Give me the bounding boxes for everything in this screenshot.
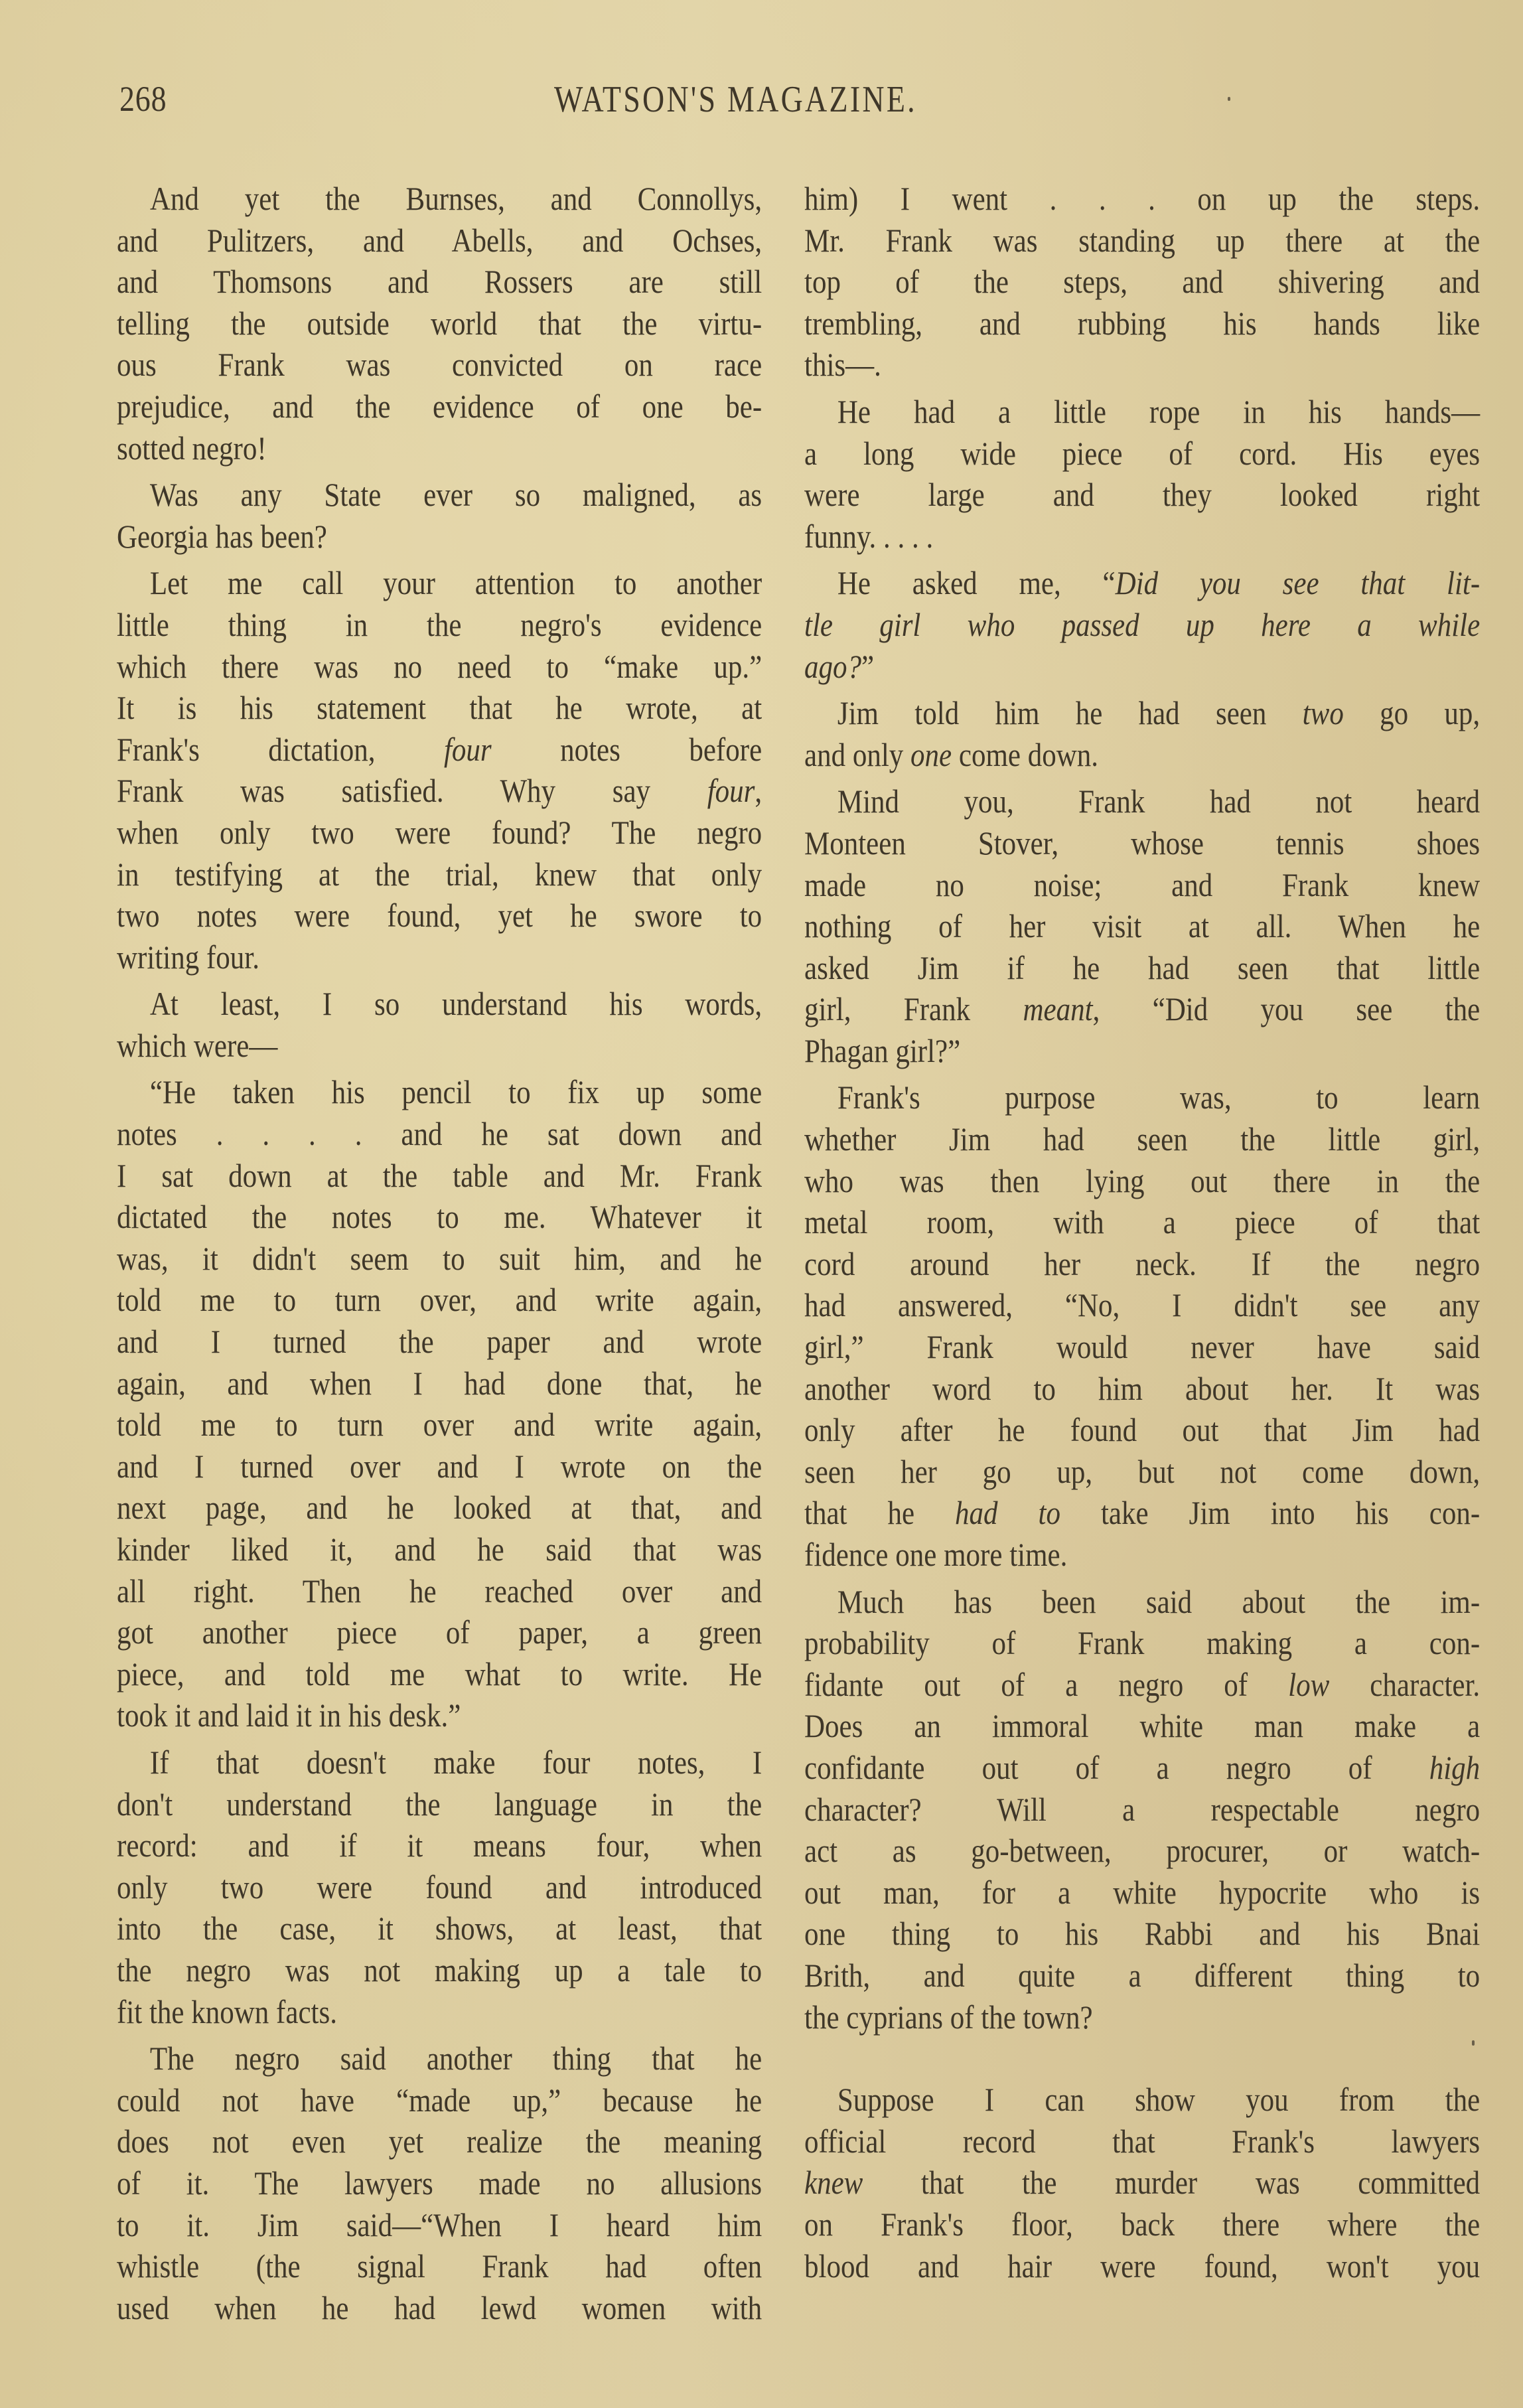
paragraph <box>804 1581 1480 2038</box>
text-line: Was any State ever so maligned, as <box>149 476 762 514</box>
text-line: “He taken his pencil to fix up some <box>149 1073 762 1111</box>
text-line: Mr. Frank was standing up there at the <box>804 221 1481 259</box>
text-line: Does an immoral white man make a <box>804 1707 1481 1745</box>
text-line: was, it didn't seem to suit him, and he <box>117 1239 762 1277</box>
text-line: all right. Then he reached over and <box>117 1572 762 1610</box>
page-number: 268 <box>119 79 167 119</box>
text-line: out man, for a white hypocrite who is <box>804 1873 1481 1911</box>
text-line: next page, and he looked at that, and <box>117 1489 762 1527</box>
text-line: Suppose I can show you from the <box>837 2081 1481 2119</box>
text-line: Mind you, Frank had not heard <box>837 783 1481 820</box>
text-line: fidence one more time. <box>804 1536 1068 1573</box>
text-line: only after he found out that Jim had <box>804 1411 1481 1449</box>
text-line: that he had to take Jim into his con- <box>804 1494 1481 1532</box>
paragraph <box>117 1742 762 2032</box>
text-line: He asked me, “Did you see that lit- <box>837 564 1481 602</box>
text-line: top of the steps, and shivering and <box>804 263 1481 301</box>
paragraph <box>117 2038 762 2328</box>
text-line: seen her go up, but not come down, <box>804 1452 1481 1490</box>
paragraph <box>117 1071 762 1736</box>
text-line: took it and laid it in his desk.” <box>117 1696 461 1734</box>
text-line: Monteen Stover, whose tennis shoes <box>804 824 1481 862</box>
section-break <box>804 2038 1480 2079</box>
text-line: probability of Frank making a con- <box>804 1624 1481 1662</box>
text-line: little thing in the negro's evidence <box>117 605 762 643</box>
text-line: It is his statement that he wrote, at <box>117 689 762 727</box>
paragraph <box>804 692 1480 775</box>
magazine-title: WATSON'S MAGAZINE. <box>554 79 917 120</box>
text-line: and Pulitzers, and Abells, and Ochses, <box>117 221 762 259</box>
text-line: who was then lying out there in the <box>804 1162 1481 1199</box>
text-line: whether Jim had seen the little girl, <box>804 1120 1481 1158</box>
text-line: this—. <box>804 346 881 384</box>
paragraph <box>804 562 1480 687</box>
text-line: telling the outside world that the virtu- <box>117 304 762 342</box>
text-line: I sat down at the table and Mr. Frank <box>117 1156 762 1194</box>
text-line: knew that the murder was committed <box>804 2164 1481 2202</box>
text-line: writing four. <box>117 938 259 976</box>
text-line: metal room, with a piece of that <box>804 1203 1481 1241</box>
text-line: tle girl who passed up here a while <box>804 605 1481 643</box>
paragraph <box>117 562 762 978</box>
text-line: of it. The lawyers made no allusions <box>117 2164 762 2202</box>
paragraph <box>117 178 762 469</box>
text-line: Let me call your attention to another <box>149 564 762 602</box>
text-line: trembling, and rubbing his hands like <box>804 304 1481 342</box>
text-line: and only one come down. <box>804 735 1099 773</box>
text-line: character? Will a respectable negro <box>804 1790 1481 1828</box>
text-line: ous Frank was convicted on race <box>117 346 762 384</box>
text-line: Frank's dictation, four notes before <box>117 730 762 768</box>
text-line: had answered, “No, I didn't see any <box>804 1286 1481 1324</box>
text-line: record: and if it means four, when <box>117 1827 762 1864</box>
text-line: nothing of her visit at all. When he <box>804 907 1481 945</box>
paragraph <box>804 1077 1480 1575</box>
text-line: girl, Frank meant, “Did you see the <box>804 990 1481 1028</box>
text-line: which were— <box>117 1026 278 1064</box>
text-line: the cyprians of the town? <box>804 1998 1093 2036</box>
text-line: blood and hair were found, won't you <box>804 2247 1481 2285</box>
text-line: him) I went . . . on up the steps. <box>804 180 1481 217</box>
text-line: a long wide piece of cord. His eyes <box>804 434 1481 472</box>
text-line: to it. Jim said—“When I heard him <box>117 2206 762 2243</box>
text-line: Brith, and quite a different thing to <box>804 1956 1481 1994</box>
page-header <box>119 78 1414 125</box>
text-line: when only two were found? The negro <box>117 813 762 851</box>
text-line: does not even yet realize the meaning <box>117 2123 762 2160</box>
text-line: fit the known facts. <box>117 1993 337 2030</box>
left-column <box>117 178 762 2328</box>
text-line: into the case, it shows, at least, that <box>117 1910 762 1947</box>
paragraph <box>804 781 1480 1071</box>
text-line: kinder liked it, and he said that was <box>117 1531 762 1568</box>
text-line: prejudice, and the evidence of one be- <box>117 387 762 425</box>
print-speck <box>1472 2040 1475 2046</box>
text-line: in testifying at the trial, knew that only <box>117 855 762 893</box>
text-line: girl,” Frank would never have said <box>804 1328 1481 1366</box>
text-line: on Frank's floor, back there where the <box>804 2205 1481 2243</box>
text-line: another word to him about her. It was <box>804 1369 1481 1407</box>
text-line: asked Jim if he had seen that little <box>804 948 1481 986</box>
text-line: two notes were found, yet he swore to <box>117 897 762 935</box>
text-line: don't understand the language in the <box>117 1785 762 1823</box>
paragraph <box>804 2079 1480 2287</box>
text-line: only two were found and introduced <box>117 1868 762 1906</box>
text-line: and I turned over and I wrote on the <box>117 1447 762 1485</box>
text-line: official record that Frank's lawyers <box>804 2122 1481 2160</box>
print-speck <box>1228 97 1230 101</box>
paragraph <box>804 178 1480 386</box>
text-line: funny. . . . . <box>804 517 934 555</box>
text-line: were large and they looked right <box>804 476 1481 514</box>
text-line: act as go-between, procurer, or watch- <box>804 1832 1481 1870</box>
text-line: notes . . . . and he sat down and <box>117 1115 762 1153</box>
text-line: could not have “made up,” because he <box>117 2081 762 2119</box>
text-line: Frank's purpose was, to learn <box>837 1079 1481 1116</box>
text-line: whistle (the signal Frank had often <box>117 2247 762 2285</box>
text-line: got another piece of paper, a green <box>117 1614 762 1651</box>
text-line: fidante out of a negro of low character. <box>804 1665 1481 1703</box>
text-line: used when he had lewd women with <box>117 2289 762 2326</box>
text-line: piece, and told me what to write. He <box>117 1655 762 1693</box>
paragraph <box>804 391 1480 557</box>
text-line: Jim told him he had seen two go up, <box>837 694 1481 732</box>
text-line: which there was no need to “make up.” <box>117 647 762 685</box>
text-line: And yet the Burnses, and Connollys, <box>149 180 762 217</box>
text-line: told me to turn over, and write again, <box>117 1281 762 1319</box>
text-line: one thing to his Rabbi and his Bnai <box>804 1915 1481 1953</box>
right-column <box>804 178 1480 2287</box>
text-line: If that doesn't make four notes, I <box>149 1743 762 1781</box>
text-line: told me to turn over and write again, <box>117 1406 762 1444</box>
text-line: cord around her neck. If the negro <box>804 1244 1481 1282</box>
text-line: ago?” <box>804 647 875 685</box>
text-line: He had a little rope in his hands— <box>837 392 1481 430</box>
text-line: Georgia has been? <box>117 517 327 555</box>
text-line: The negro said another thing that he <box>149 2040 762 2077</box>
text-line: made no noise; and Frank knew <box>804 865 1481 903</box>
text-line: At least, I so understand his words, <box>149 985 762 1023</box>
text-line: Much has been said about the im- <box>837 1582 1481 1620</box>
text-line: Frank was satisfied. Why say four, <box>117 772 762 810</box>
text-line: and I turned the paper and wrote <box>117 1323 762 1361</box>
text-line: dictated the notes to me. Whatever it <box>117 1198 762 1236</box>
text-line: again, and when I had done that, he <box>117 1364 762 1402</box>
text-line: Phagan girl?” <box>804 1031 961 1069</box>
paragraph <box>117 474 762 557</box>
text-line: the negro was not making up a tale to <box>117 1951 762 1989</box>
text-line: sotted negro! <box>117 429 267 467</box>
text-line: confidante out of a negro of high <box>804 1748 1481 1786</box>
paragraph <box>117 983 762 1066</box>
text-line: and Thomsons and Rossers are still <box>117 263 762 301</box>
